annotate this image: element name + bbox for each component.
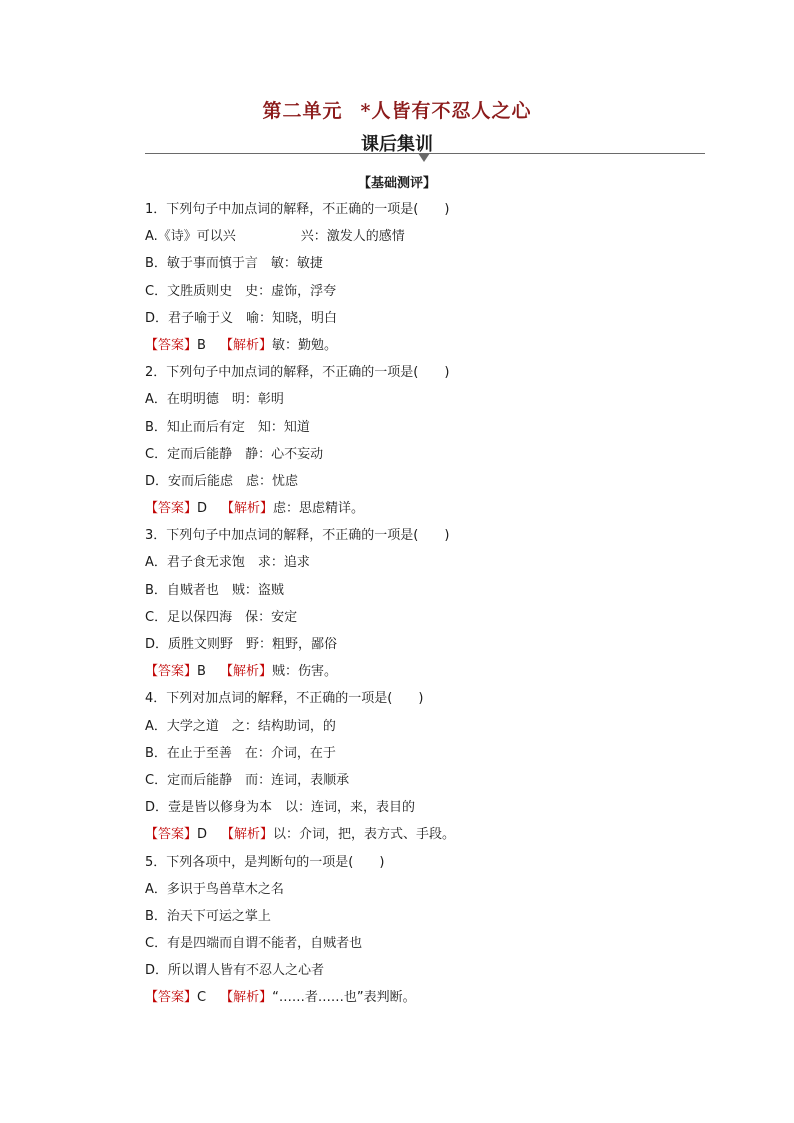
answer-tag: 【答案】 <box>145 337 198 353</box>
analysis-tag: 【解析】 <box>219 337 272 353</box>
question-option: D．所以谓人皆有不忍人之心者 <box>145 963 325 979</box>
question-option: C．足以保四海 保：安定 <box>145 609 298 625</box>
analysis-text: “……者……也”表判断。 <box>272 990 416 1006</box>
section-heading: 【基础测评】 <box>357 176 436 191</box>
answer-tag: 【答案】 <box>145 501 198 517</box>
question-option: C．有是四端而自谓不能者，自贼者也 <box>145 936 363 952</box>
answer-line <box>145 495 705 522</box>
question-option: D．壹是皆以修身为本 以：连词，来，表目的 <box>145 800 416 816</box>
answer-line <box>145 821 705 848</box>
question-option: C．文胜质则史 史：虚饰，浮夸 <box>145 283 337 299</box>
question-stem: 5．下列各项中，是判断句的一项是( ) <box>145 854 385 870</box>
question-option: B．自贼者也 贼：盗贼 <box>145 582 284 598</box>
question-stem: 4．下列对加点词的解释，不正确的一项是( ) <box>145 691 424 707</box>
answer-value: C <box>197 990 207 1006</box>
question-option: B．敏于事而慎于言 敏：敏捷 <box>145 256 323 272</box>
analysis-text: 以：介词，把，表方式、手段。 <box>273 827 456 843</box>
answer-tag: 【答案】 <box>145 990 198 1006</box>
analysis-tag: 【解析】 <box>220 990 273 1006</box>
question-stem: 2．下列句子中加点词的解释，不正确的一项是( ) <box>145 365 450 381</box>
answer-line <box>145 984 705 1011</box>
question-option: B．在止于至善 在：介词，在于 <box>145 745 336 761</box>
question-option: B．治天下可运之掌上 <box>145 908 271 924</box>
answer-value: D <box>197 501 208 517</box>
lesson-title: *人皆有不忍人之心 <box>360 100 532 122</box>
answer-value: D <box>197 827 208 843</box>
question-option: D．君子喻于义 喻：知晓，明白 <box>145 310 338 326</box>
question-option: C．定而后能静 而：连词，表顺承 <box>145 772 350 788</box>
question-option: A．在明明德 明：彰明 <box>145 392 284 408</box>
question-stem: 1．下列句子中加点词的解释，不正确的一项是( ) <box>145 202 450 217</box>
answer-line <box>145 658 705 685</box>
analysis-tag: 【解析】 <box>221 827 274 843</box>
question-option: D．质胜文则野 野：粗野，鄙俗 <box>145 637 338 652</box>
question-option: A．大学之道 之：结构助词，的 <box>145 718 336 734</box>
analysis-text: 敏：勤勉。 <box>271 337 337 353</box>
question-option: A．多识于鸟兽草木之名 <box>145 881 284 897</box>
question-stem: 3．下列句子中加点词的解释，不正确的一项是( ) <box>145 528 450 544</box>
answer-line <box>145 332 705 359</box>
question-option: A.《诗》可以兴 兴：激发人的感情 <box>145 229 405 245</box>
answer-tag: 【答案】 <box>145 827 198 843</box>
analysis-text: 贼：伤害。 <box>271 664 337 680</box>
question-list <box>145 196 705 1012</box>
analysis-tag: 【解析】 <box>219 664 272 680</box>
question-option: A．君子食无求饱 求：追求 <box>145 555 310 571</box>
analysis-tag: 【解析】 <box>221 501 274 517</box>
page-subtitle: 课后集训 <box>361 134 433 155</box>
question-option: B．知止而后有定 知：知道 <box>145 419 310 435</box>
question-option: C．定而后能静 静：心不妄动 <box>145 446 324 462</box>
page-title <box>0 96 794 123</box>
answer-tag: 【答案】 <box>145 664 198 680</box>
divider-arrow-icon <box>418 153 430 162</box>
unit-title: 第二单元 <box>262 100 343 122</box>
question-option: D．安而后能虑 虑：忧虑 <box>145 473 299 489</box>
answer-value: B <box>197 337 206 353</box>
analysis-text: 虑：思虑精详。 <box>273 501 365 517</box>
answer-value: B <box>197 664 206 680</box>
